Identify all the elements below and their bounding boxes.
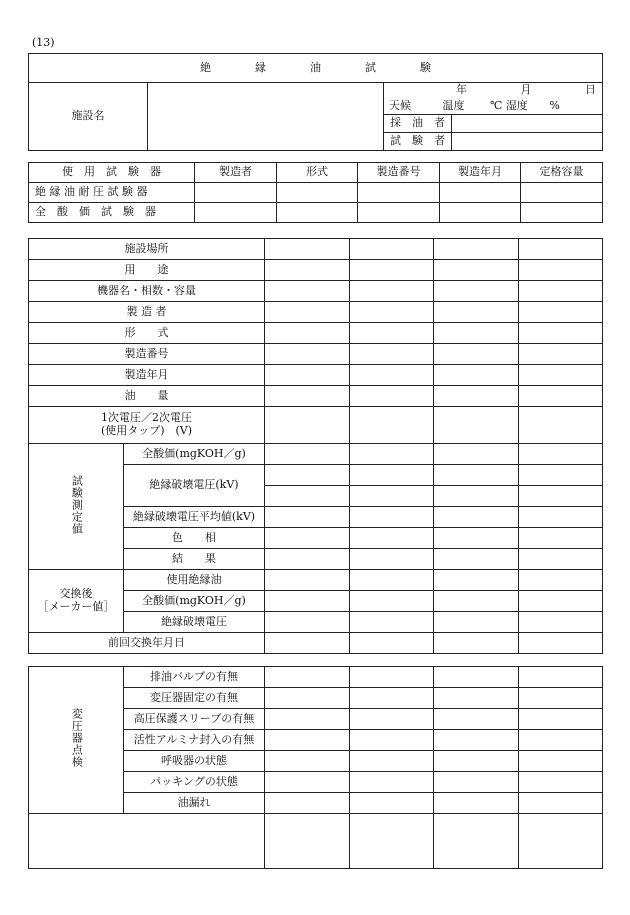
cell[interactable] bbox=[265, 302, 350, 323]
inspection-group-text: 変圧器点検 bbox=[70, 708, 84, 769]
sub-cell[interactable] bbox=[383, 486, 400, 487]
facility-name-field[interactable] bbox=[148, 83, 384, 151]
sub-cell[interactable] bbox=[484, 486, 501, 487]
test-group-label bbox=[29, 444, 124, 570]
cell[interactable] bbox=[350, 507, 434, 528]
cell[interactable] bbox=[350, 260, 434, 281]
exchange-group-line1: 交換後 bbox=[59, 587, 93, 601]
breakdown-voltage-cell[interactable] bbox=[519, 465, 603, 507]
cell[interactable] bbox=[350, 688, 434, 709]
sub-cell[interactable] bbox=[367, 486, 384, 487]
cell[interactable] bbox=[265, 772, 350, 793]
cell[interactable] bbox=[434, 570, 519, 591]
cell[interactable] bbox=[434, 612, 519, 633]
cell[interactable] bbox=[265, 507, 350, 528]
cell[interactable] bbox=[265, 730, 350, 751]
sub-cell[interactable] bbox=[519, 486, 536, 487]
cell[interactable] bbox=[440, 203, 521, 223]
main-table bbox=[28, 238, 603, 654]
cell[interactable] bbox=[519, 814, 603, 869]
cell[interactable] bbox=[434, 239, 519, 260]
inspection-row-label: 排油バルブの有無 bbox=[124, 667, 265, 688]
cell[interactable] bbox=[265, 570, 350, 591]
cell[interactable] bbox=[350, 323, 434, 344]
cell[interactable] bbox=[265, 633, 350, 654]
cell[interactable] bbox=[434, 444, 519, 465]
cell[interactable] bbox=[519, 528, 603, 549]
cell[interactable] bbox=[195, 183, 277, 203]
cell[interactable] bbox=[434, 407, 519, 444]
test-row-label: 全酸価(mgKOH／g) bbox=[124, 444, 265, 465]
cell[interactable] bbox=[350, 570, 434, 591]
form-title bbox=[29, 54, 603, 83]
instruments-header-used: 使 用 試 験 器 bbox=[29, 163, 195, 183]
year-label: 年 bbox=[456, 83, 467, 96]
cell[interactable] bbox=[265, 751, 350, 772]
cell[interactable] bbox=[434, 667, 519, 688]
cell[interactable] bbox=[265, 814, 350, 869]
cell[interactable] bbox=[265, 407, 350, 444]
cell[interactable] bbox=[265, 344, 350, 365]
cell[interactable] bbox=[519, 302, 603, 323]
cell[interactable] bbox=[434, 323, 519, 344]
day-label: 日 bbox=[585, 83, 596, 96]
cell[interactable] bbox=[350, 772, 434, 793]
cell[interactable] bbox=[265, 323, 350, 344]
cell[interactable] bbox=[265, 612, 350, 633]
cell[interactable] bbox=[434, 281, 519, 302]
cell[interactable] bbox=[519, 407, 603, 444]
cell[interactable] bbox=[434, 302, 519, 323]
tester-field[interactable] bbox=[452, 133, 603, 151]
cell[interactable] bbox=[434, 688, 519, 709]
test-group-text: 試験測定値 bbox=[70, 474, 84, 535]
cell[interactable] bbox=[350, 528, 434, 549]
cell[interactable] bbox=[358, 183, 440, 203]
cell[interactable] bbox=[265, 667, 350, 688]
main-row-label: 製 造 者 bbox=[29, 302, 265, 323]
cell[interactable] bbox=[265, 688, 350, 709]
cell[interactable] bbox=[434, 814, 519, 869]
cell[interactable] bbox=[434, 633, 519, 654]
sub-cell[interactable] bbox=[552, 486, 569, 487]
cell[interactable] bbox=[434, 772, 519, 793]
page-number: (13) bbox=[32, 36, 55, 49]
cell[interactable] bbox=[350, 591, 434, 612]
sub-cell[interactable] bbox=[451, 486, 468, 487]
sub-cell[interactable] bbox=[468, 486, 485, 487]
test-row-label: 色 相 bbox=[124, 528, 265, 549]
cell[interactable] bbox=[434, 549, 519, 570]
title-char: 験 bbox=[420, 60, 431, 74]
exchange-row-label: 絶縁破壊電圧 bbox=[124, 612, 265, 633]
cell[interactable] bbox=[519, 365, 603, 386]
facility-name-label: 施設名 bbox=[29, 83, 148, 151]
test-row-label: 絶縁破壊電圧(kV) bbox=[124, 465, 265, 507]
title-char: 油 bbox=[310, 60, 321, 74]
title-char: 試 bbox=[365, 60, 376, 74]
title-char: 絶 bbox=[200, 60, 211, 74]
cell[interactable] bbox=[519, 444, 603, 465]
cell[interactable] bbox=[521, 183, 603, 203]
cell[interactable] bbox=[350, 549, 434, 570]
cell[interactable] bbox=[519, 772, 603, 793]
cell[interactable] bbox=[350, 730, 434, 751]
cell[interactable] bbox=[519, 570, 603, 591]
sub-cell[interactable] bbox=[434, 486, 451, 487]
sub-cell[interactable] bbox=[585, 486, 602, 487]
cell[interactable] bbox=[350, 365, 434, 386]
breakdown-voltage-cell[interactable] bbox=[434, 465, 519, 507]
cell[interactable] bbox=[277, 183, 358, 203]
sub-cell[interactable] bbox=[569, 486, 586, 487]
notes-cell[interactable] bbox=[29, 814, 265, 869]
cell[interactable] bbox=[350, 793, 434, 814]
sampler-label: 採 油 者 bbox=[384, 115, 452, 133]
instruments-header-date: 製造年月 bbox=[440, 163, 521, 183]
main-row-label: 製造年月 bbox=[29, 365, 265, 386]
cell[interactable] bbox=[434, 793, 519, 814]
cell[interactable] bbox=[519, 386, 603, 407]
inspection-row-label: 呼吸器の状態 bbox=[124, 751, 265, 772]
instruments-header-maker: 製造者 bbox=[195, 163, 277, 183]
sub-cell[interactable] bbox=[282, 486, 299, 487]
cell[interactable] bbox=[519, 730, 603, 751]
main-row-label: 施設場所 bbox=[29, 239, 265, 260]
cell[interactable] bbox=[519, 239, 603, 260]
cell[interactable] bbox=[265, 591, 350, 612]
exchange-group-line2: ［メーカー値］ bbox=[37, 600, 115, 613]
test-row-label: 結 果 bbox=[124, 549, 265, 570]
sampler-field[interactable] bbox=[452, 115, 603, 133]
cell[interactable] bbox=[519, 549, 603, 570]
cell[interactable] bbox=[350, 239, 434, 260]
month-label: 月 bbox=[520, 83, 532, 96]
instruments-header-serial: 製造番号 bbox=[358, 163, 440, 183]
instruments-table bbox=[28, 162, 603, 223]
cell[interactable] bbox=[350, 612, 434, 633]
cell[interactable] bbox=[265, 793, 350, 814]
cell[interactable] bbox=[434, 344, 519, 365]
main-row-label: 形 式 bbox=[29, 323, 265, 344]
sub-cell[interactable] bbox=[315, 486, 332, 487]
previous-exchange-label: 前回交換年月日 bbox=[29, 633, 265, 654]
cell[interactable] bbox=[350, 407, 434, 444]
sub-cell[interactable] bbox=[536, 486, 553, 487]
cell[interactable] bbox=[519, 591, 603, 612]
main-row-label: 製造番号 bbox=[29, 344, 265, 365]
cell[interactable] bbox=[195, 203, 277, 223]
cell[interactable] bbox=[519, 688, 603, 709]
tester-label: 試 験 者 bbox=[384, 133, 452, 151]
cell[interactable] bbox=[350, 709, 434, 730]
cell[interactable] bbox=[265, 260, 350, 281]
cell[interactable] bbox=[265, 549, 350, 570]
cell[interactable] bbox=[350, 344, 434, 365]
voltage-label-line2: (使用タップ) (V) bbox=[100, 424, 193, 437]
temperature-unit: ℃ bbox=[490, 99, 503, 113]
instruments-header-capacity: 定格容量 bbox=[521, 163, 603, 183]
sub-cell[interactable] bbox=[265, 486, 282, 487]
cell[interactable] bbox=[434, 751, 519, 772]
main-row-label: 用 途 bbox=[29, 260, 265, 281]
breakdown-voltage-cell[interactable] bbox=[265, 465, 350, 507]
sub-cell[interactable] bbox=[299, 486, 316, 487]
cell[interactable] bbox=[434, 507, 519, 528]
cell[interactable] bbox=[519, 612, 603, 633]
cell[interactable] bbox=[434, 386, 519, 407]
instruments-header-model: 形式 bbox=[277, 163, 358, 183]
cell[interactable] bbox=[277, 203, 358, 223]
cell[interactable] bbox=[519, 667, 603, 688]
cell[interactable] bbox=[350, 386, 434, 407]
sub-cell[interactable] bbox=[332, 486, 349, 487]
cell[interactable] bbox=[434, 730, 519, 751]
breakdown-voltage-cell[interactable] bbox=[350, 465, 434, 507]
cell[interactable] bbox=[434, 260, 519, 281]
cell[interactable] bbox=[265, 709, 350, 730]
exchange-row-label: 使用絶縁油 bbox=[124, 570, 265, 591]
cell[interactable] bbox=[519, 793, 603, 814]
instrument-row-label: 全 酸 価 試 験 器 bbox=[29, 203, 195, 223]
cell[interactable] bbox=[265, 281, 350, 302]
sub-cell[interactable] bbox=[400, 486, 417, 487]
main-row-label: 機器名・相数・容量 bbox=[29, 281, 265, 302]
exchange-group-label bbox=[29, 570, 124, 633]
cell[interactable] bbox=[440, 183, 521, 203]
cell[interactable] bbox=[350, 667, 434, 688]
cell[interactable] bbox=[434, 709, 519, 730]
temperature-label: 温度 bbox=[442, 99, 465, 113]
weather-label: 天候 bbox=[389, 99, 411, 113]
cell[interactable] bbox=[434, 528, 519, 549]
voltage-label bbox=[29, 407, 265, 444]
cell[interactable] bbox=[350, 302, 434, 323]
cell[interactable] bbox=[350, 281, 434, 302]
cell[interactable] bbox=[265, 528, 350, 549]
cell[interactable] bbox=[519, 281, 603, 302]
cell[interactable] bbox=[350, 444, 434, 465]
voltage-label-line1: 1次電圧／2次電圧 bbox=[101, 411, 192, 425]
cell[interactable] bbox=[519, 751, 603, 772]
cell[interactable] bbox=[519, 507, 603, 528]
inspection-table bbox=[28, 666, 603, 869]
cell[interactable] bbox=[265, 365, 350, 386]
sub-cell[interactable] bbox=[501, 486, 518, 487]
cell[interactable] bbox=[265, 444, 350, 465]
cell[interactable] bbox=[358, 203, 440, 223]
inspection-group-label bbox=[29, 667, 124, 814]
cell[interactable] bbox=[519, 633, 603, 654]
cell[interactable] bbox=[434, 365, 519, 386]
inspection-row-label: 油漏れ bbox=[124, 793, 265, 814]
instrument-row-label: 絶 縁 油 耐 圧 試 験 器 bbox=[29, 183, 195, 203]
title-char: 縁 bbox=[255, 60, 266, 74]
cell[interactable] bbox=[350, 751, 434, 772]
humidity-label: 湿度 bbox=[505, 99, 528, 113]
cell[interactable] bbox=[434, 591, 519, 612]
cell[interactable] bbox=[350, 633, 434, 654]
inspection-row-label: 変圧器固定の有無 bbox=[124, 688, 265, 709]
inspection-row-label: パッキングの状態 bbox=[124, 772, 265, 793]
cell[interactable] bbox=[350, 814, 434, 869]
sub-cell[interactable] bbox=[350, 486, 367, 487]
inspection-row-label: 高圧保護スリーブの有無 bbox=[124, 709, 265, 730]
exchange-row-label: 全酸価(mgKOH／g) bbox=[124, 591, 265, 612]
test-row-label: 絶縁破壊電圧平均値(kV) bbox=[124, 507, 265, 528]
cell[interactable] bbox=[519, 323, 603, 344]
main-row-label: 油 量 bbox=[29, 386, 265, 407]
header-table bbox=[28, 53, 603, 151]
cell[interactable] bbox=[519, 709, 603, 730]
cell[interactable] bbox=[521, 203, 603, 223]
cell[interactable] bbox=[265, 239, 350, 260]
cell[interactable] bbox=[519, 260, 603, 281]
sub-cell[interactable] bbox=[416, 486, 433, 487]
cell[interactable] bbox=[519, 344, 603, 365]
cell[interactable] bbox=[265, 386, 350, 407]
humidity-unit: % bbox=[549, 99, 560, 113]
inspection-row-label: 活性アルミナ封入の有無 bbox=[124, 730, 265, 751]
date-weather-cell[interactable] bbox=[384, 83, 603, 115]
